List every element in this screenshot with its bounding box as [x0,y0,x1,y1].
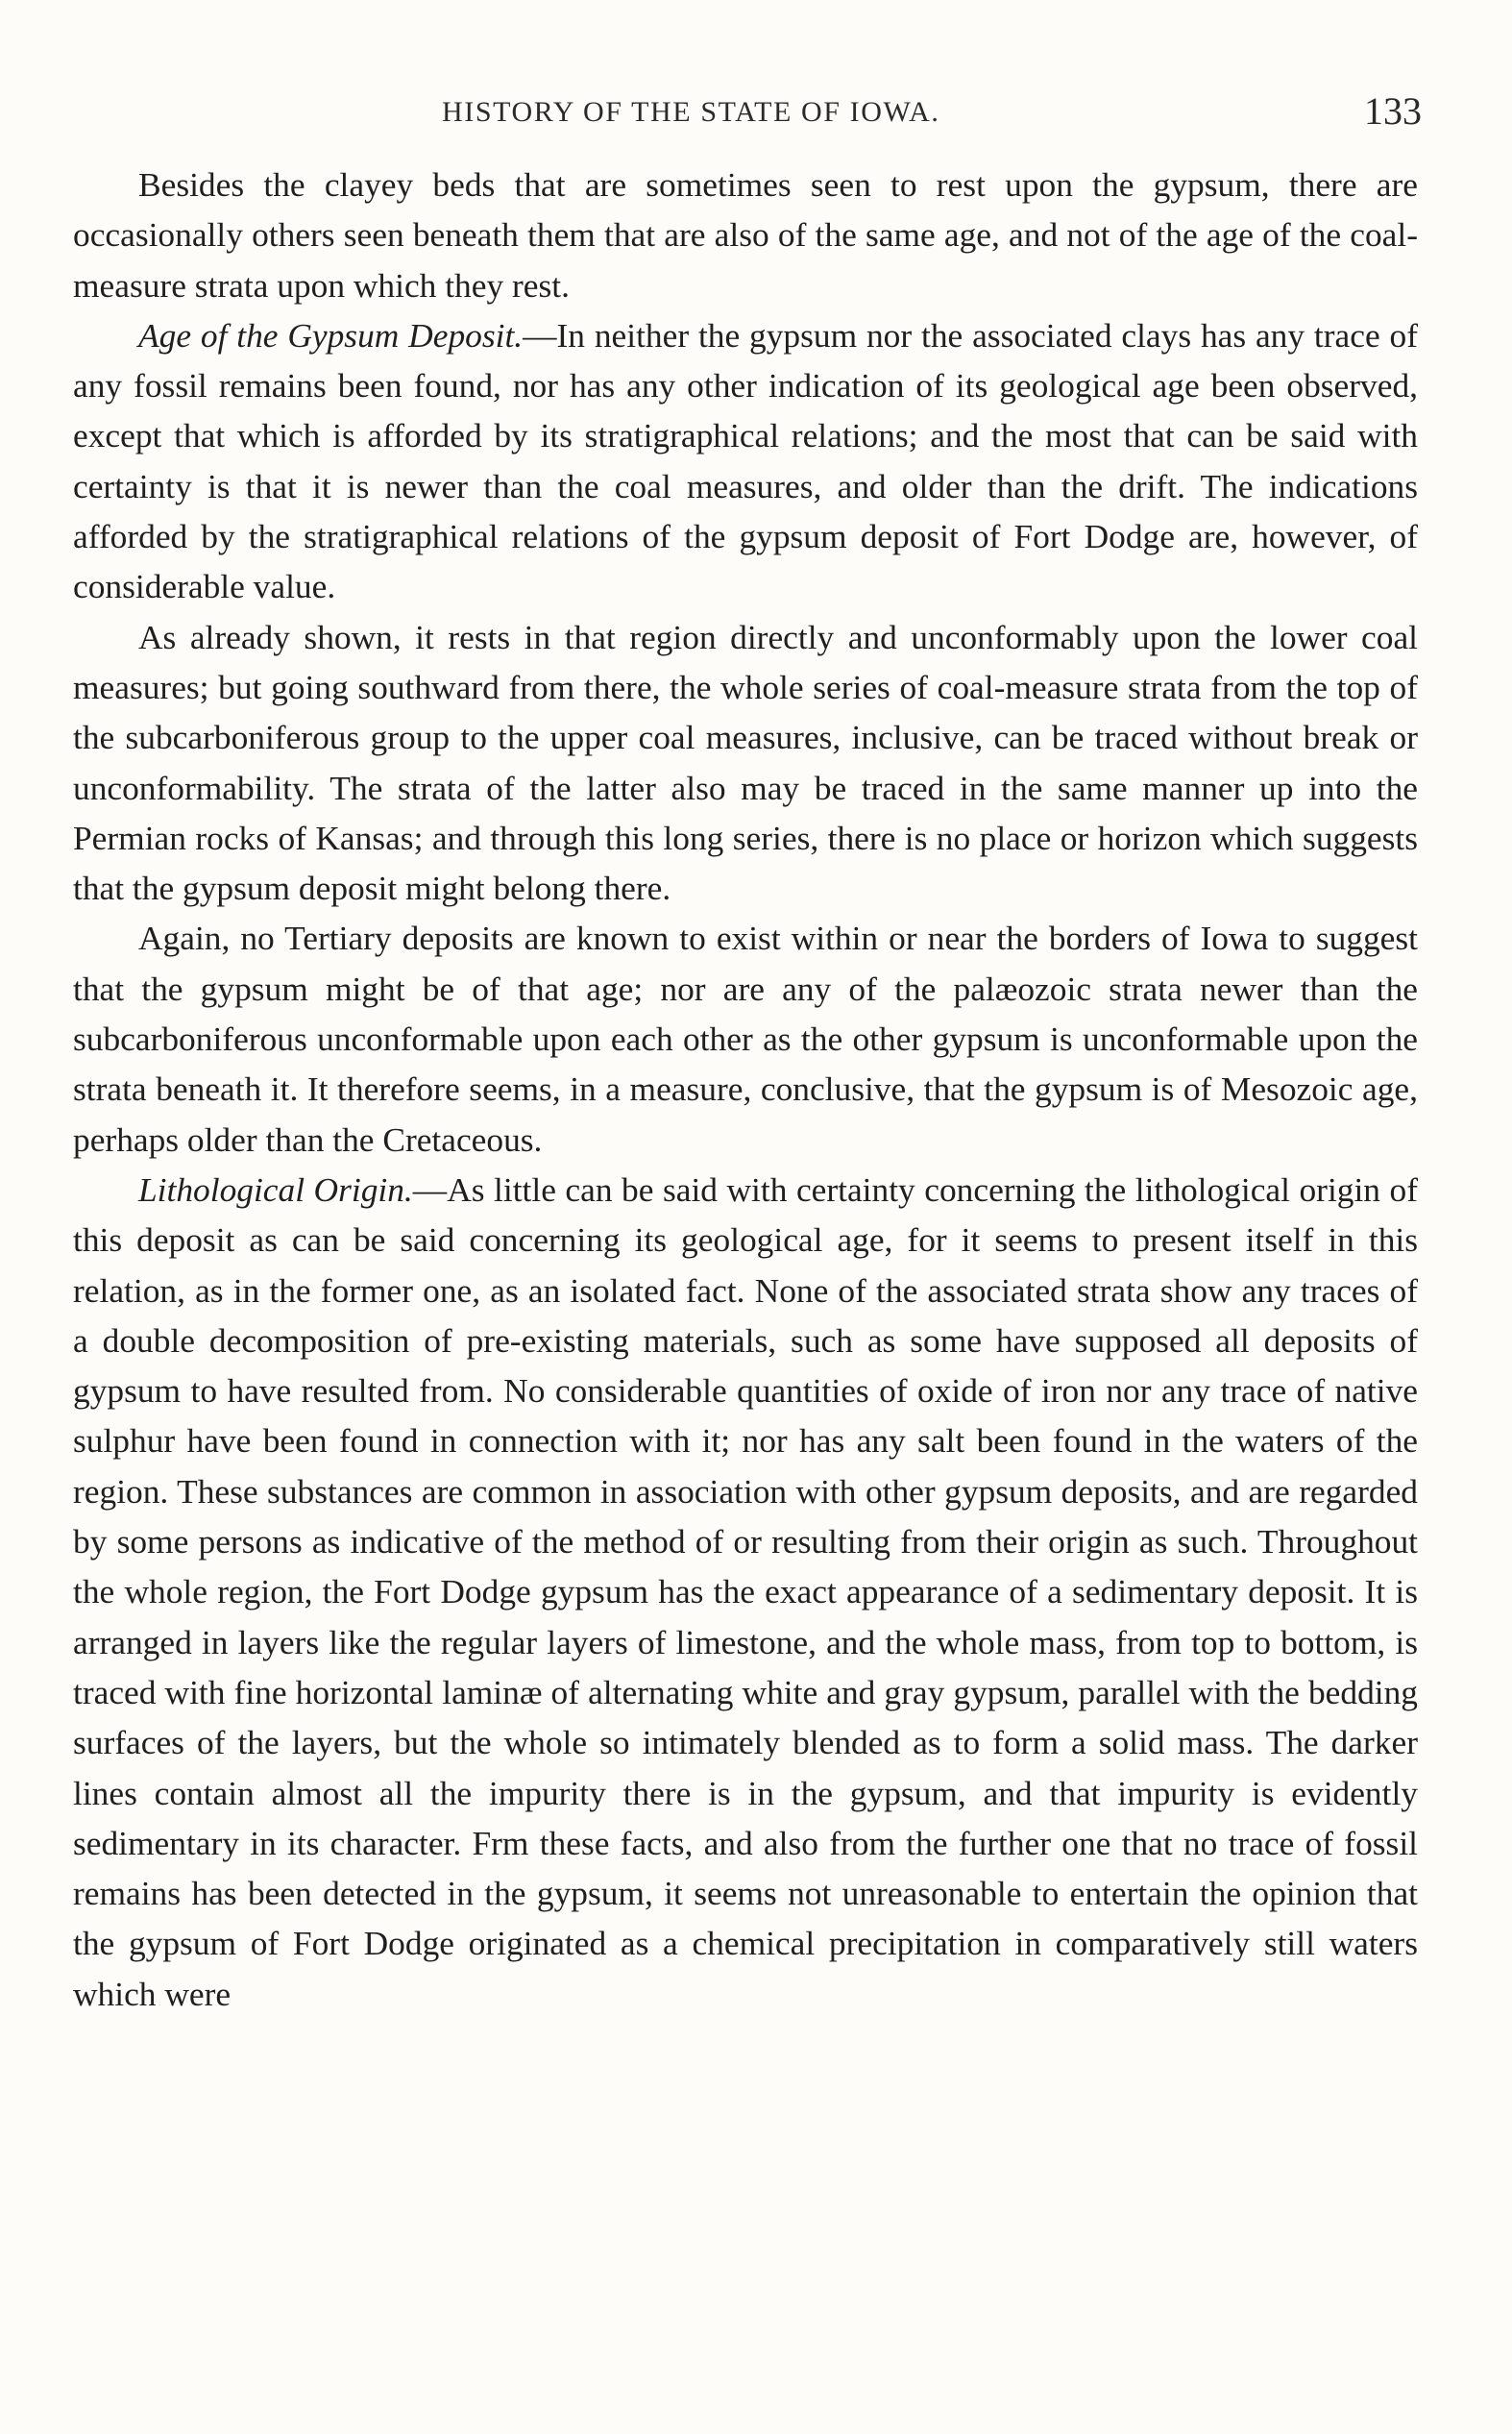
page-number: 133 [1364,89,1422,133]
paragraph-3 [73,612,1418,914]
paragraph-5 [73,1165,1418,2019]
paragraph-2 [73,310,1418,612]
paragraph-2-text: —In neither the gypsum nor the associated clays has any trace of any fossil remains been found, nor has any other indication of its geological age been observed, except that which is afforded by its stratigraphical relations; and the most that can be said with certainty is that it is newer than the coal measures, and older than the drift. The indications afforded by the stratigraphical relations of the gypsum deposit of Fort Dodge are, however, of considerable value. [73,315,1418,606]
paragraph-4 [73,913,1418,1164]
paragraph-5-text: —As little can be said with certainty concerning the lithological origin of this deposit as can be said concerning its geological age, for it seems to present itself in this relation, as in the former one, as an isolated fact. None of the associated strata show any traces of a double decomposition of pre-existing materials, such as some have supposed all deposits of gypsum to have resulted from. No considerable quantities of oxide of iron nor any trace of native sulphur have been found in connection with it; nor has any salt been found in the waters of the region. These substances are common in association with other gypsum deposits, and are regarded by some persons as indicative of the method of or resulting from their origin as such. Throughout the whole region, the Fort Dodge gypsum has the exact appearance of a sedimentary deposit. It is arranged in layers like the regular layers of limestone, and the whole mass, from top to bottom, is traced with fine horizontal laminæ of alternating white and gray gypsum, parallel with the bedding surfaces of the layers, but the whole so intimately blended as to form a solid mass. The darker lines contain almost all the impurity there is in the gypsum, and that impurity is evidently sedimentary in its character. Fr​​m these facts, and also from the further one that no trace of fossil remains has been detected in the gypsum, it seems not unreasonable to entertain the opinion that the gypsum of Fort Dodge originated as a chemical precipitation in comparatively still waters which were [73,1169,1418,2013]
section-heading-age: Age of the Gypsum Deposit. [138,315,524,355]
running-head [0,88,1512,136]
section-heading-origin: Lithological Origin. [138,1169,413,1209]
body-text [73,160,1418,2019]
paragraph-1 [73,160,1418,310]
paragraph-3-text: As already shown, it rests in that region directly and unconformably upon the lower coal measures; but going southward from there, the whole series of coal-measure strata from the top of the subcarboniferous group to the upper coal measures, inclusive, can be traced without break or unconformability. The strata of the latter also may be traced in the same manner up into the Permian rocks of Kansas; and through this long series, there is no place or horizon which suggests that the gypsum deposit might belong there. [73,617,1418,908]
running-title: HISTORY OF THE STATE OF IOWA. [442,96,940,128]
paragraph-1-text: Besides the clayey beds that are sometimes seen to rest upon the gypsum, there are occasionally others seen beneath them that are also of the same age, and not of the age of the coal-measure strata upon which they rest. [73,165,1418,305]
paragraph-4-text: Again, no Tertiary deposits are known to exist within or near the borders of Iowa to suggest that the gypsum might be of that age; nor are any of the palæozoic strata newer than the subcarboniferous unconformable upon each other as the other gypsum is unconformable upon the strata beneath it. It therefore seems, in a measure, conclusive, that the gypsum is of Mesozoic age, perhaps older than the Cretaceous. [73,919,1418,1159]
